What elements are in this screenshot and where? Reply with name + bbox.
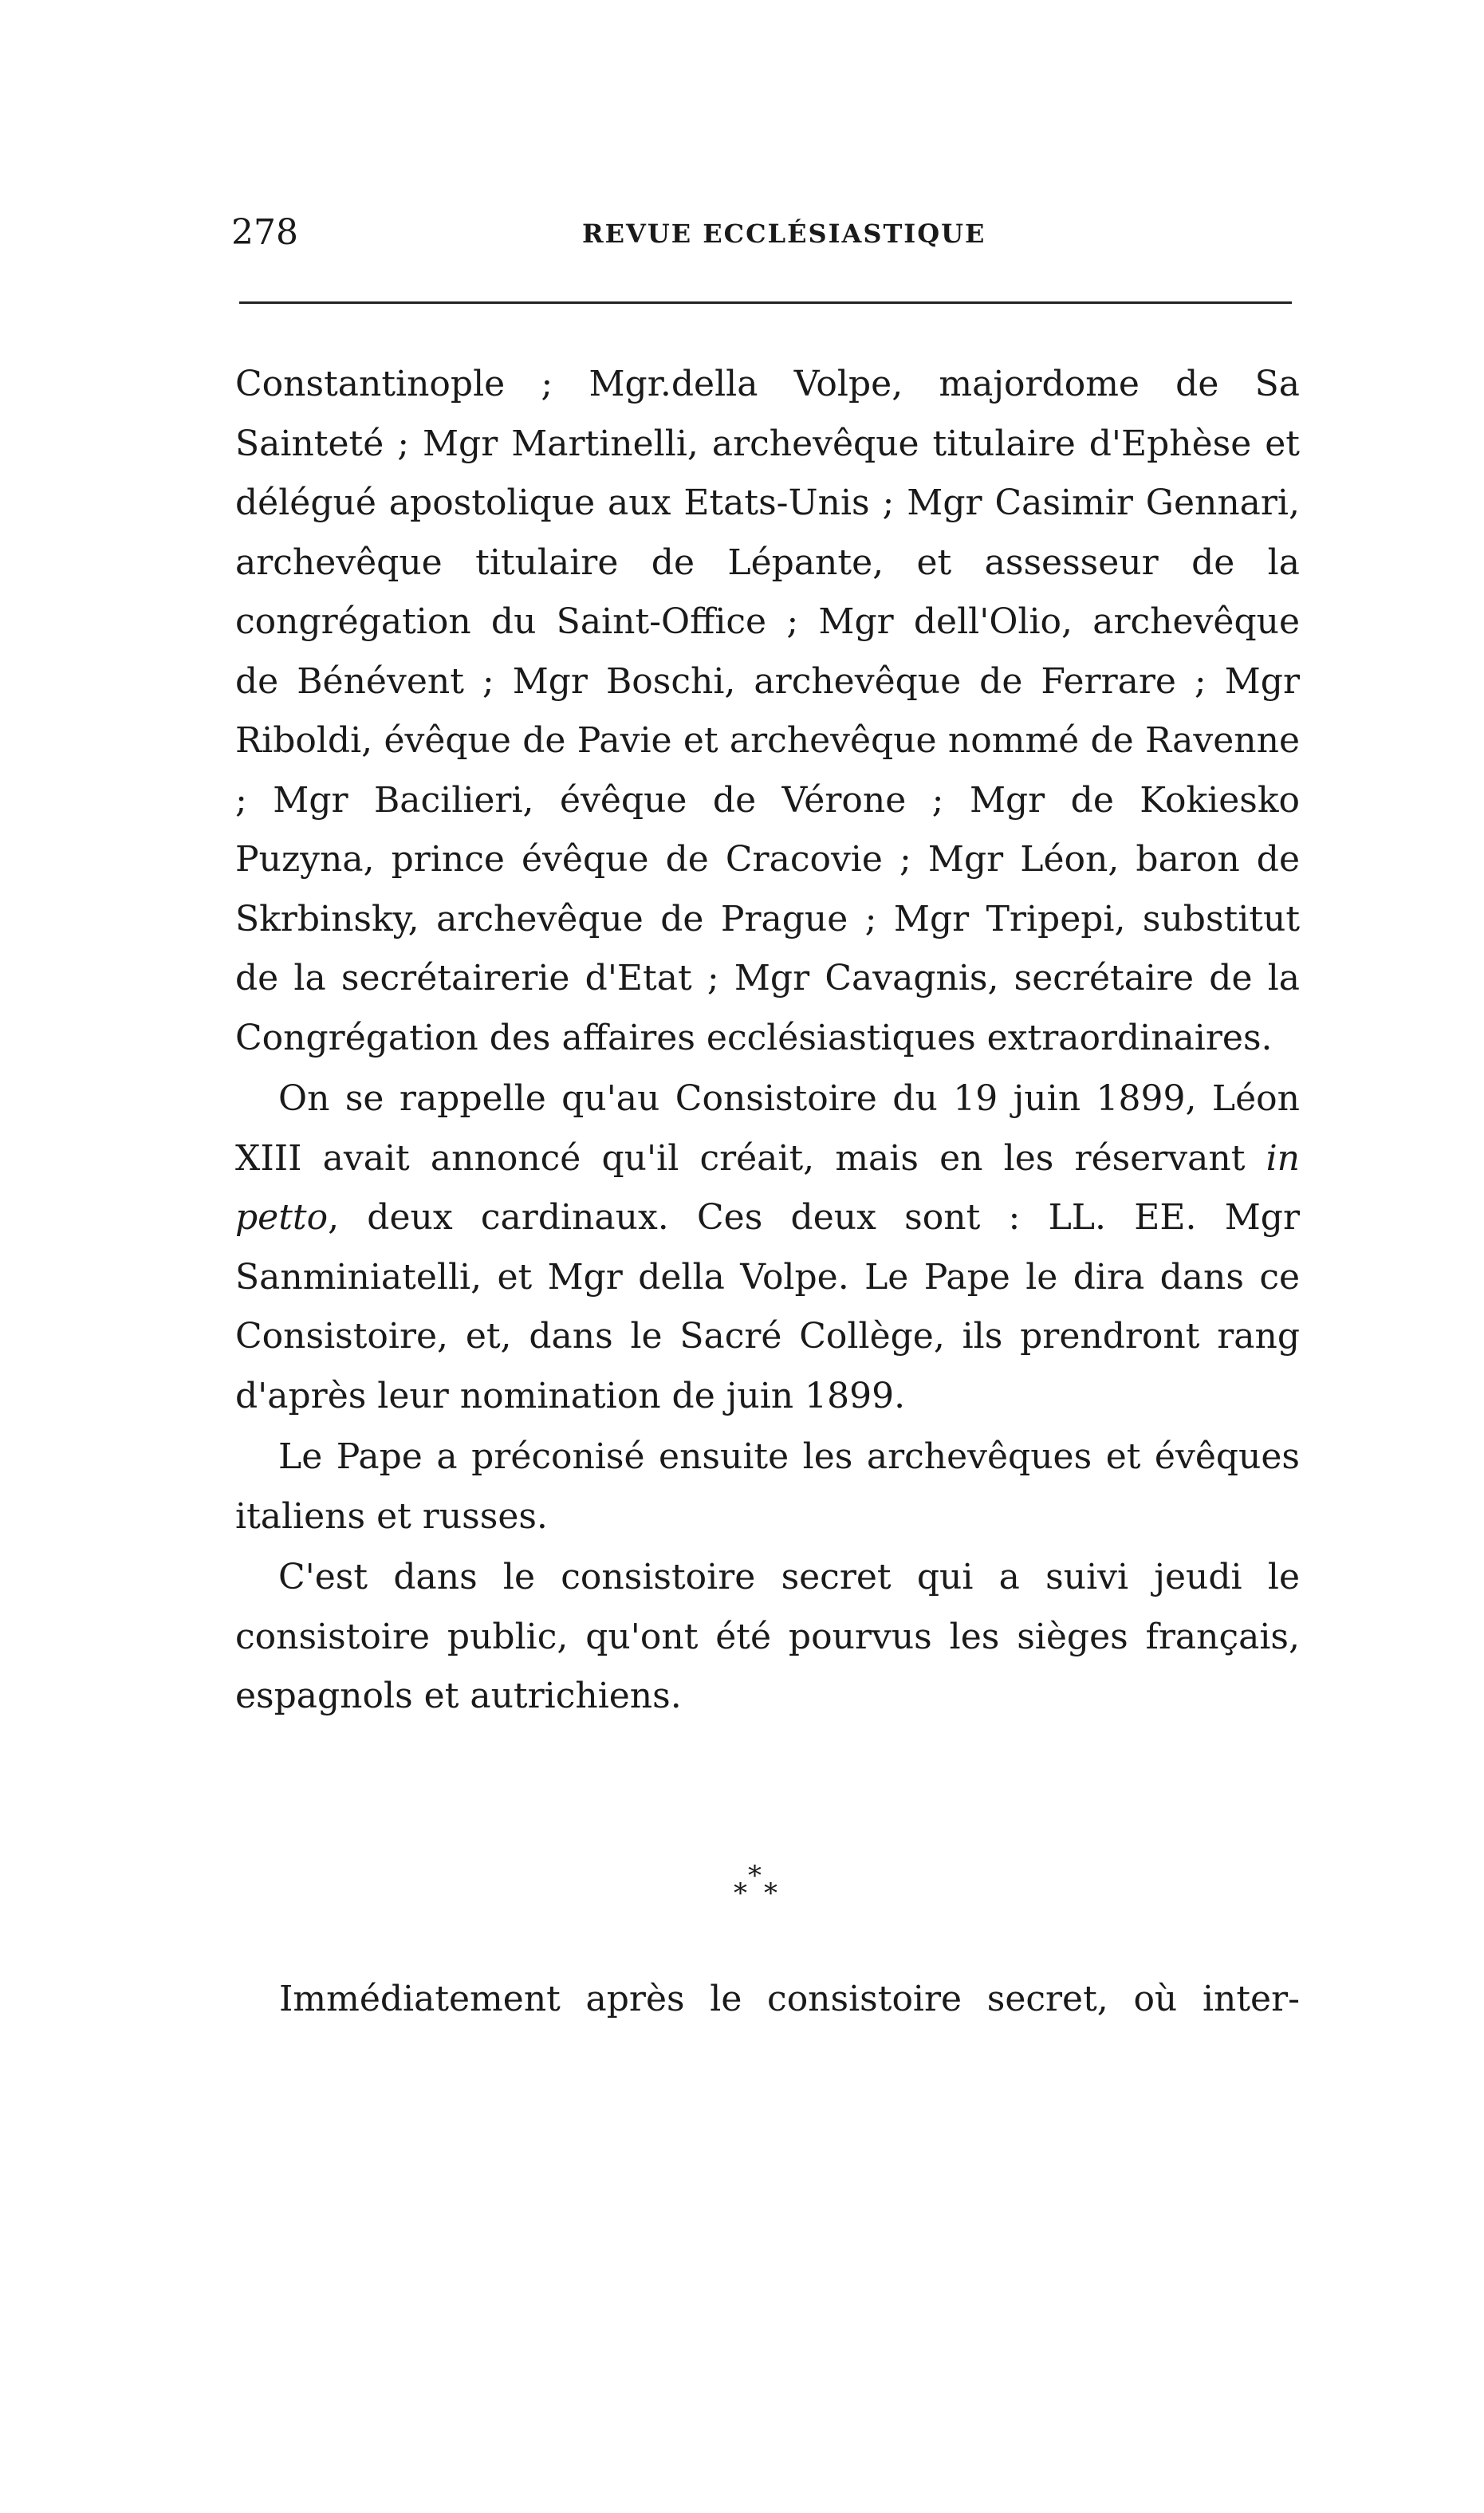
asterism-star-right: *	[764, 1877, 777, 1909]
body-text	[235, 355, 1300, 1727]
paragraph-3: Le Pape a préconisé ensuite les archevêques et évêques italiens et russes.	[235, 1436, 1300, 1537]
page-number: 278	[231, 212, 298, 253]
header-rule	[239, 301, 1292, 304]
asterism-star-top: *	[748, 1860, 762, 1892]
running-title: REVUE ECCLÉSIASTIQUE	[582, 219, 986, 249]
paragraph-2	[235, 1069, 1300, 1426]
paragraph-1: Constantinople ; Mgr.della Volpe, majordome de Sa Sainteté ; Mgr Martinelli, archevêque titulaire d'Ephèse et délégué apostolique aux Etats-Unis ; Mgr Casimir Gennari, archevêque titulaire de Lépante, et assesseur de la congrégation du Saint-Office ; Mgr dell'Olio, archevêque de Bénévent ; Mgr Boschi, archevêque de Ferrare ; Mgr Riboldi, évêque de Pavie et archevêque nommé de Ravenne ; Mgr Bacilieri, évêque de Vérone ; Mgr de Kokiesko Puzyna, prince évêque de Cracovie ; Mgr Léon, baron de Skrbinsky, archevêque de Prague ; Mgr Tripepi, substitut de la secrétairerie d'Etat ; Mgr Cavagnis, secrétaire de la Congrégation des affaires ecclésiastiques extraordinaires.	[235, 364, 1300, 1058]
paragraph-2-part-1: On se rappelle qu'au Consistoire du 19 juin 1899, Léon XIII avait annoncé qu'il créait, mais en les réservant	[235, 1078, 1300, 1179]
paragraph-4: C'est dans le consistoire secret qui a suivi jeudi le consistoire public, qu'ont été pourvus les sièges français, espagnols et autrichiens.	[235, 1557, 1300, 1716]
asterism-separator	[718, 1862, 805, 1918]
paragraph-2-part-2: , deux cardinaux. Ces deux sont : LL. EE. Mgr Sanminiatelli, et Mgr della Volpe. Le Pape le dira dans ce Consistoire, et, dans le Sacré Collège, ils prendront rang d'après leur nomination de juin 1899.	[235, 1197, 1300, 1416]
asterism-star-left: *	[734, 1877, 747, 1909]
final-line: Immédiatement après le consistoire secret, où inter-	[279, 1979, 1300, 2019]
page-header	[231, 209, 1300, 257]
italic-phrase: in petto	[235, 1137, 1300, 1238]
